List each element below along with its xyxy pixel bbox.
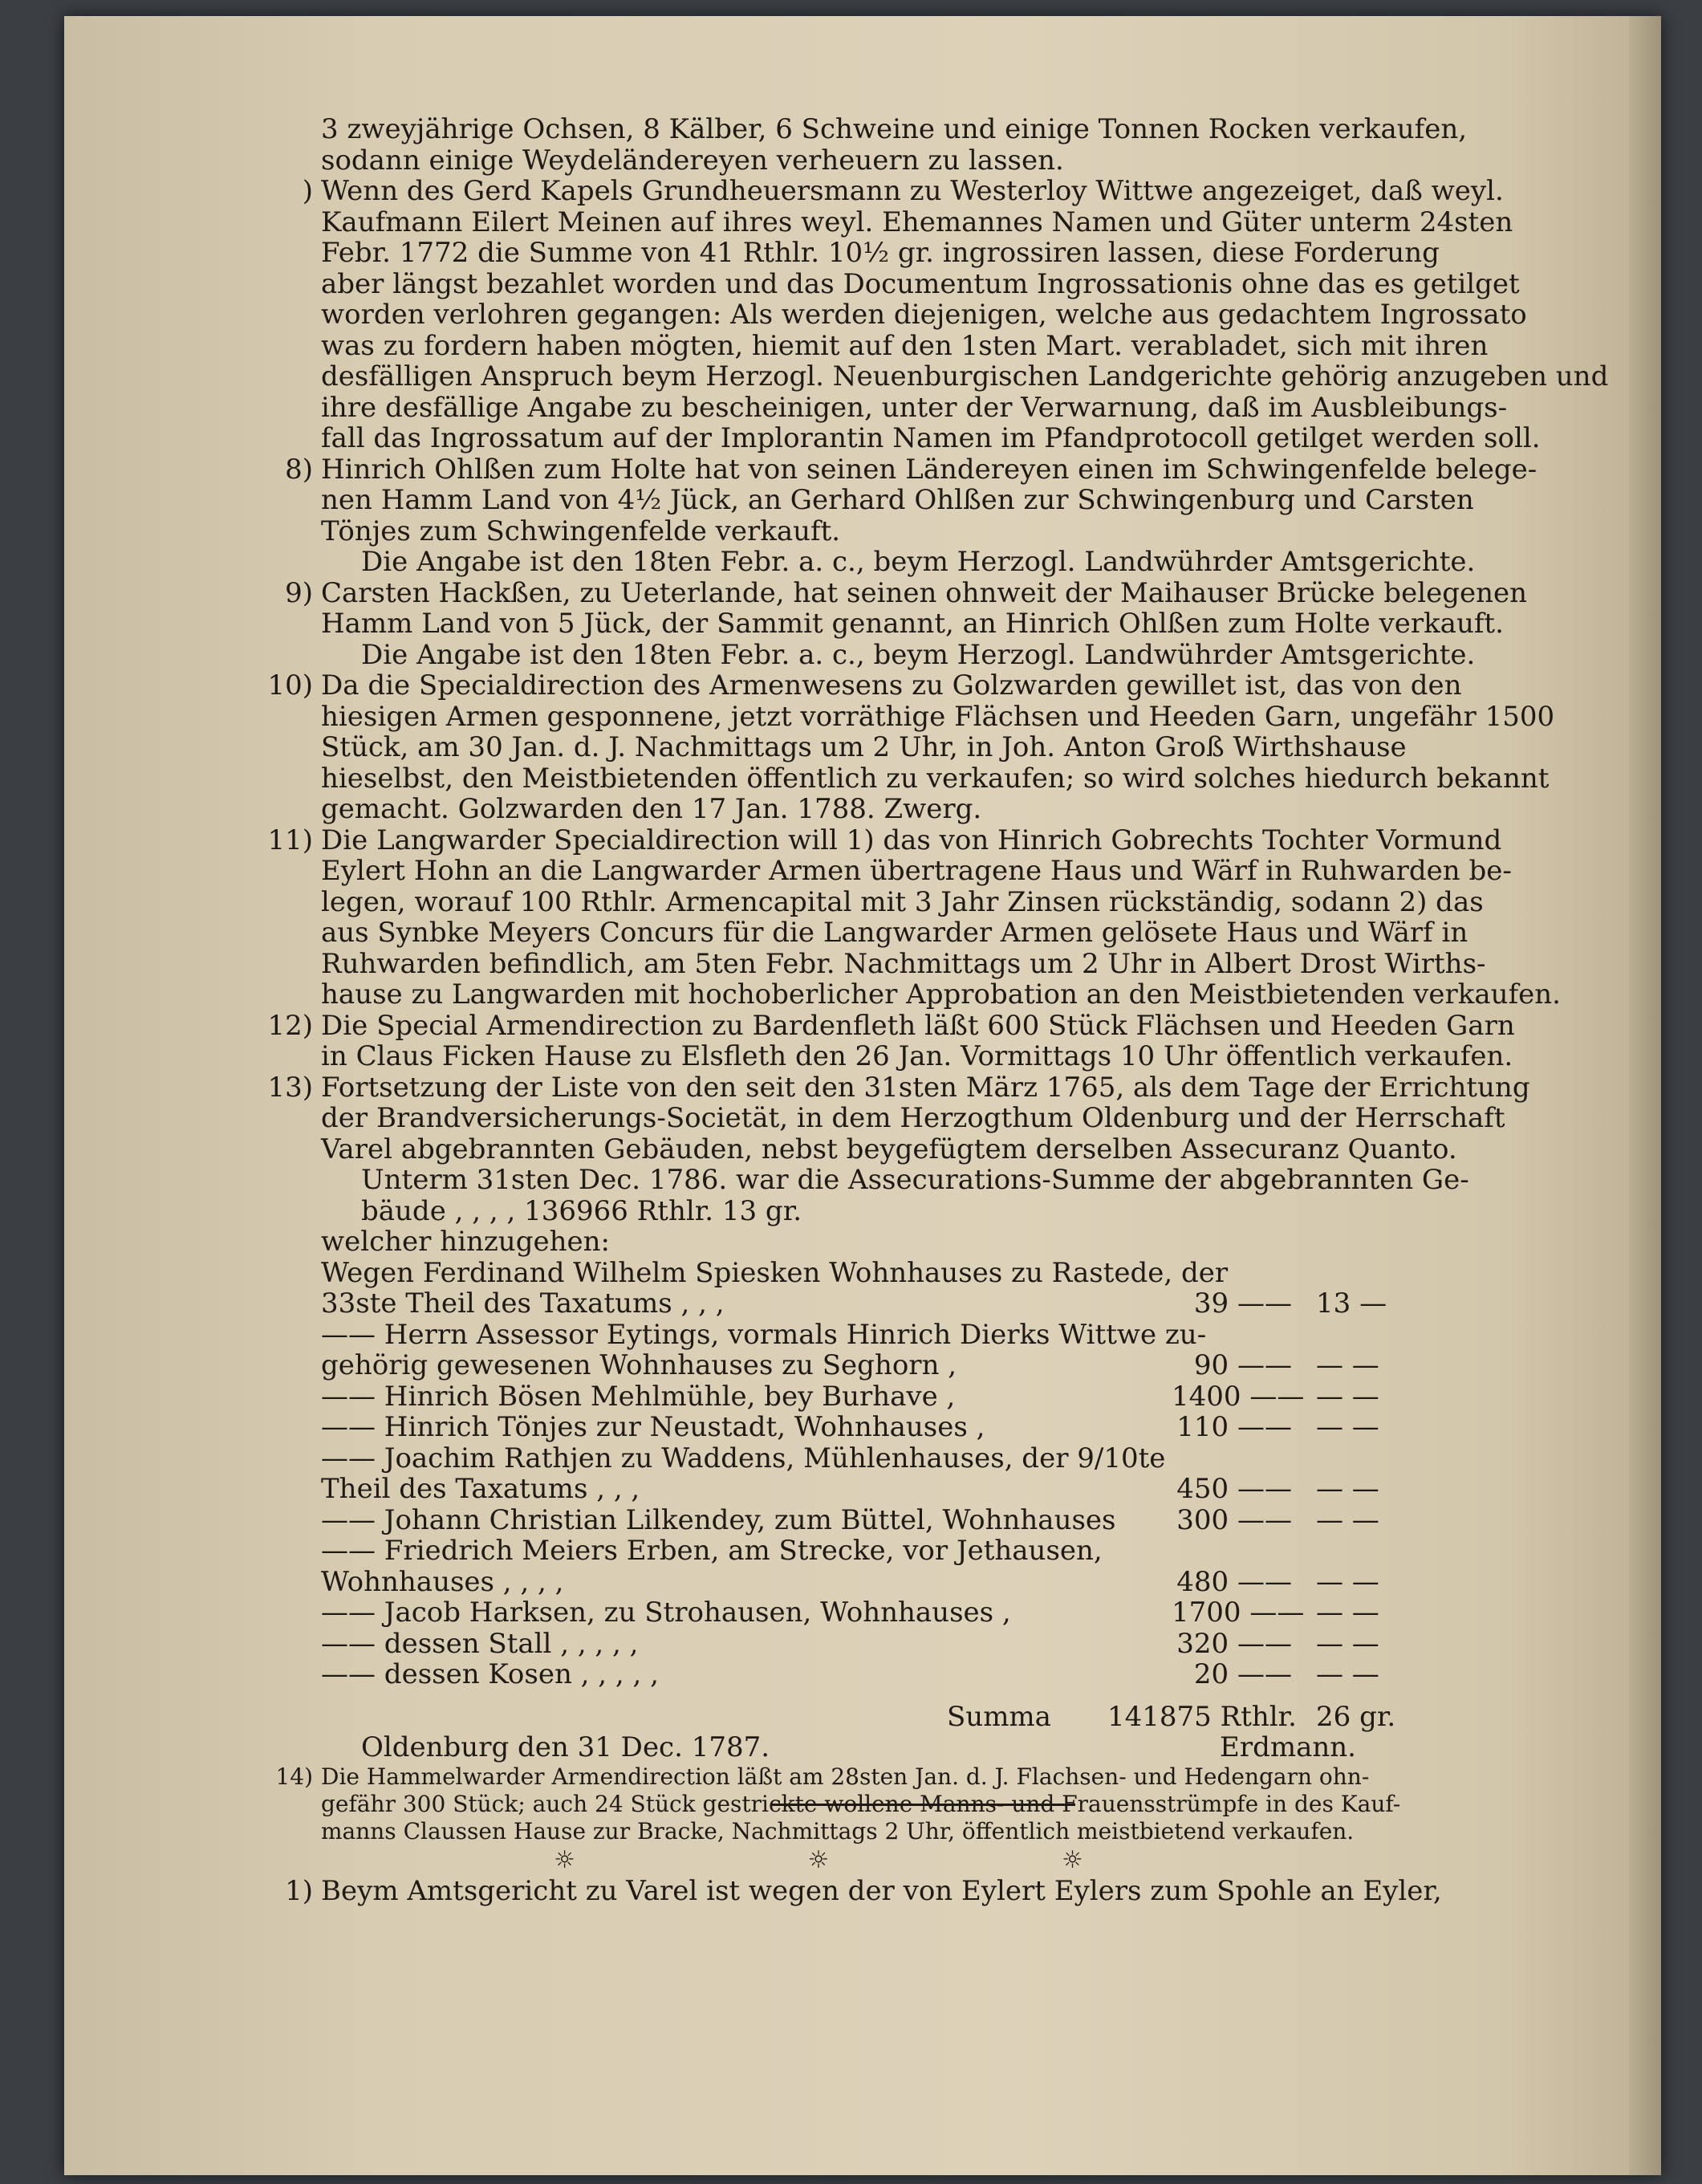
row-groschen: — — (1316, 1349, 1379, 1381)
table-row (321, 1659, 1428, 1690)
line-text: Varel abgebrannten Gebäuden, nebst beygefügtem derselben Assecuranz Quanto. (321, 1133, 1457, 1165)
line-text: nen Hamm Land von 4½ Jück, an Gerhard Ohlßen zur Schwingenburg und Carsten (321, 484, 1474, 516)
table-row (321, 1443, 1428, 1474)
summa-label: Summa (947, 1700, 1051, 1733)
page-edge (1629, 16, 1661, 2175)
row-description: Theil des Taxatums , , , (321, 1473, 640, 1505)
text-line (267, 1009, 1515, 1042)
item-number: 13) (267, 1071, 313, 1104)
table-row (321, 1567, 1428, 1598)
row-amount: 300 —— (1176, 1503, 1292, 1536)
text-line (321, 329, 1489, 362)
text-line (321, 484, 1474, 516)
row-groschen: — — (1316, 1627, 1379, 1660)
signoff-place-date: Oldenburg den 31 Dec. 1787. (361, 1731, 770, 1763)
row-description: —— Johann Christian Lilkendey, zum Büttel, Wohnhauses (321, 1503, 1116, 1536)
text-line (321, 113, 1468, 145)
line-text: Fortsetzung der Liste von den seit den 31sten März 1765, als dem Tage der Errichtung (321, 1071, 1530, 1104)
text-line (321, 299, 1527, 331)
ornament-divider: ☼ ☼ ☼ (554, 1845, 1196, 1874)
row-description: Wohnhauses , , , , (321, 1565, 564, 1598)
table-row (321, 1474, 1428, 1505)
signoff-row (321, 1732, 1428, 1763)
line-text: was zu fordern haben mögten, hiemit auf den 1sten Mart. verabladet, sich mit ihren (321, 329, 1489, 362)
text-line (321, 608, 1504, 640)
row-groschen: — — (1316, 1380, 1379, 1413)
table-row (321, 1535, 1428, 1567)
line-text: Wenn des Gerd Kapels Grundheuersmann zu Westerloy Wittwe angezeiget, daß weyl. (321, 175, 1504, 207)
summa-row (321, 1702, 1428, 1733)
text-line (321, 917, 1468, 949)
text-line (321, 947, 1486, 980)
table-row (321, 1320, 1428, 1351)
item-14-line: manns Claussen Hause zur Bracke, Nachmittags 2 Uhr, öffentlich meistbietend verkaufen. (321, 1817, 1355, 1844)
line-text: Hamm Land von 5 Jück, der Sammit genannt, an Hinrich Ohlßen zum Holte verkauft. (321, 608, 1504, 640)
item-number: 9) (285, 576, 313, 609)
row-amount: 450 —— (1176, 1473, 1292, 1505)
text-line (285, 576, 1527, 609)
signoff-name: Erdmann. (1220, 1731, 1356, 1763)
item-14-line: Die Hammelwarder Armendirection läßt am 28sten Jan. d. J. Flachsen- und Hedengarn ohn- (321, 1763, 1370, 1790)
text-line (321, 360, 1609, 392)
line-text: Ruhwarden befindlich, am 5ten Febr. Nachmittags um 2 Uhr in Albert Drost Wirths- (321, 947, 1486, 980)
row-groschen: — — (1316, 1565, 1379, 1598)
text-line (321, 1133, 1457, 1165)
row-groschen: — — (1316, 1596, 1379, 1629)
line-text: gemacht. Golzwarden den 17 Jan. 1788. Zwerg. (321, 793, 982, 825)
line-text: Unterm 31sten Dec. 1786. war die Assecurations-Summe der abgebrannten Ge- (361, 1164, 1469, 1196)
line-text: ihre desfällige Angabe zu bescheinigen, unter der Verwarnung, daß im Ausbleibungs- (321, 391, 1508, 424)
summa-amount: 141875 Rthlr. (1107, 1700, 1297, 1733)
text-line (267, 824, 1502, 856)
line-text: Die Langwarder Specialdirection will 1) das von Hinrich Gobrechts Tochter Vormund (321, 824, 1502, 856)
line-text: Kaufmann Eilert Meinen auf ihres weyl. Ehemannes Namen und Güter unterm 24sten (321, 205, 1513, 238)
line-text: fall das Ingrossatum auf der Implorantin Namen im Pfandprotocoll getilget werden soll. (321, 422, 1541, 454)
line-text: Da die Specialdirection des Armenwesens zu Golzwarden gewillet ist, das von den (321, 669, 1462, 702)
text-line (321, 1164, 1469, 1196)
item-14-line: gefähr 300 Stück; auch 24 Stück gestrickte wollene Manns- und Frauensstrümpfe in des Kauf- (321, 1790, 1401, 1817)
notice-lines (267, 113, 1609, 1258)
row-amount: 90 —— (1193, 1349, 1292, 1381)
item-number: 8) (285, 453, 313, 486)
text-line (321, 267, 1520, 300)
text-line (321, 978, 1561, 1011)
text-line (321, 391, 1508, 424)
line-text: Tönjes zum Schwingenfelde verkauft. (321, 514, 841, 547)
item-14-number: 14) (275, 1763, 313, 1790)
table-row (321, 1629, 1428, 1660)
text-line (321, 516, 1428, 547)
text-line (321, 1040, 1513, 1072)
row-description: —— Friedrich Meiers Erben, am Strecke, vor Jethausen, (321, 1535, 1103, 1567)
text-line (321, 638, 1476, 671)
text-line (321, 1196, 1428, 1227)
line-text: Stück, am 30 Jan. d. J. Nachmittags um 2 Uhr, in Joh. Anton Groß Wirthshause (321, 731, 1407, 763)
line-text: Die Angabe ist den 18ten Febr. a. c., beym Herzogl. Landwührder Amtsgerichte. (361, 546, 1476, 578)
row-groschen: — — (1316, 1473, 1379, 1505)
line-text: legen, worauf 100 Rthlr. Armencapital mit 3 Jahr Zinsen rückständig, sodann 2) das (321, 885, 1484, 918)
line-text: 3 zweyjährige Ochsen, 8 Kälber, 6 Schweine und einige Tonnen Rocken verkaufen, (321, 113, 1468, 145)
table-row (321, 1350, 1428, 1381)
row-amount: 39 —— (1193, 1287, 1292, 1320)
text-line (321, 1102, 1505, 1134)
text-line (285, 453, 1537, 486)
line-text: Die Special Armendirection zu Bardenfleth läßt 600 Stück Flächsen und Heeden Garn (321, 1009, 1515, 1042)
table-row (321, 1258, 1428, 1289)
text-line (321, 546, 1476, 578)
sum-rule (770, 1804, 1075, 1806)
row-groschen: — — (1316, 1658, 1379, 1690)
line-text: in Claus Ficken Hause zu Elsfleth den 26 Jan. Vormittags 10 Uhr öffentlich verkaufen. (321, 1040, 1513, 1072)
last-line-text: Beym Amtsgericht zu Varel ist wegen der von Eylert Eylers zum Spohle an Eyler, (321, 1875, 1442, 1907)
row-description: —— dessen Kosen , , , , , (321, 1658, 659, 1690)
notice-text (267, 113, 1609, 1907)
row-amount: 480 —— (1176, 1565, 1292, 1598)
text-line (321, 762, 1550, 795)
line-text: Febr. 1772 die Summe von 41 Rthlr. 10½ gr. ingrossiren lassen, diese Forderung (321, 237, 1440, 269)
row-groschen: 13 — (1316, 1287, 1387, 1320)
row-description: —— Hinrich Tönjes zur Neustadt, Wohnhauses , (321, 1411, 985, 1443)
row-groschen: — — (1316, 1503, 1379, 1536)
row-amount: 1400 —— (1172, 1380, 1305, 1413)
row-groschen: — — (1316, 1411, 1379, 1443)
line-text: desfälligen Anspruch beym Herzogl. Neuenburgischen Landgerichte gehörig anzugeben und (321, 360, 1609, 392)
insurance-table (321, 1258, 1428, 1690)
table-row (321, 1505, 1428, 1536)
line-text: Hinrich Ohlßen zum Holte hat von seinen Ländereyen einen im Schwingenfelde belege- (321, 453, 1537, 486)
row-description: 33ste Theil des Taxatums , , , (321, 1287, 725, 1320)
line-text: hiesigen Armen gesponnene, jetzt vorräthige Flächsen und Heeden Garn, ungefähr 1500 (321, 700, 1555, 733)
row-description: —— Herrn Assessor Eytings, vormals Hinrich Dierks Wittwe zu- (321, 1318, 1207, 1351)
text-line (321, 422, 1541, 454)
text-line (321, 145, 1428, 177)
line-text: der Brandversicherungs-Societät, in dem Herzogthum Oldenburg und der Herrschaft (321, 1102, 1505, 1134)
line-text: Die Angabe ist den 18ten Febr. a. c., beym Herzogl. Landwührder Amtsgerichte. (361, 638, 1476, 671)
row-amount: 1700 —— (1172, 1596, 1305, 1629)
table-row (321, 1381, 1428, 1413)
table-row (321, 1597, 1428, 1629)
text-line (267, 1071, 1530, 1104)
line-text: hieselbst, den Meistbietenden öffentlich zu verkaufen; so wird solches hiedurch bekannt (321, 762, 1550, 795)
row-description: —— dessen Stall , , , , , (321, 1627, 639, 1660)
last-line (285, 1875, 1442, 1907)
last-line-number: 1) (285, 1875, 313, 1907)
row-amount: 20 —— (1193, 1658, 1292, 1690)
item-number: 11) (267, 824, 313, 856)
text-line (321, 794, 1428, 825)
line-text: welcher hinzugehen: (321, 1226, 610, 1258)
item-number: 10) (267, 669, 313, 702)
text-line (321, 1226, 1428, 1258)
text-line (321, 732, 1428, 763)
line-text: Eylert Hohn an die Langwarder Armen übertragene Haus und Wärf in Ruhwarden be- (321, 855, 1512, 887)
row-description: —— Joachim Rathjen zu Waddens, Mühlenhauses, der 9/10te (321, 1442, 1166, 1474)
row-description: Wegen Ferdinand Wilhelm Spiesken Wohnhauses zu Rastede, der (321, 1256, 1229, 1289)
summa-gr: 26 gr. (1316, 1700, 1396, 1733)
text-line (302, 175, 1504, 207)
line-text: worden verlohren gegangen: Als werden diejenigen, welche aus gedachtem Ingrossato (321, 299, 1527, 331)
row-amount: 110 —— (1176, 1411, 1292, 1443)
line-text: Carsten Hackßen, zu Ueterlande, hat seinen ohnweit der Maihauser Brücke belegenen (321, 576, 1527, 609)
row-amount: 320 —— (1176, 1627, 1292, 1660)
text-line (267, 669, 1462, 702)
table-row (321, 1412, 1428, 1443)
item-number: ) (302, 175, 313, 207)
line-text: aus Synbke Meyers Concurs für die Langwarder Armen gelösete Haus und Wärf in (321, 917, 1468, 949)
item-number: 12) (267, 1009, 313, 1042)
line-text: sodann einige Weydeländereyen verheuern zu lassen. (321, 144, 1064, 177)
line-text: bäude , , , , 136966 Rthlr. 13 gr. (361, 1194, 802, 1227)
line-text: hause zu Langwarden mit hochoberlicher Approbation an den Meistbietenden verkaufen. (321, 978, 1561, 1011)
row-description: —— Hinrich Bösen Mehlmühle, bey Burhave , (321, 1380, 956, 1413)
text-line (321, 237, 1440, 269)
row-description: —— Jacob Harksen, zu Strohausen, Wohnhauses , (321, 1596, 1011, 1629)
line-text: aber längst bezahlet worden und das Documentum Ingrossationis ohne das es getilget (321, 267, 1520, 300)
text-line (321, 885, 1484, 918)
text-line (321, 205, 1513, 238)
text-line (321, 855, 1512, 887)
table-row (321, 1288, 1428, 1320)
text-line (321, 700, 1555, 733)
row-description: gehörig gewesenen Wohnhauses zu Seghorn , (321, 1349, 957, 1381)
